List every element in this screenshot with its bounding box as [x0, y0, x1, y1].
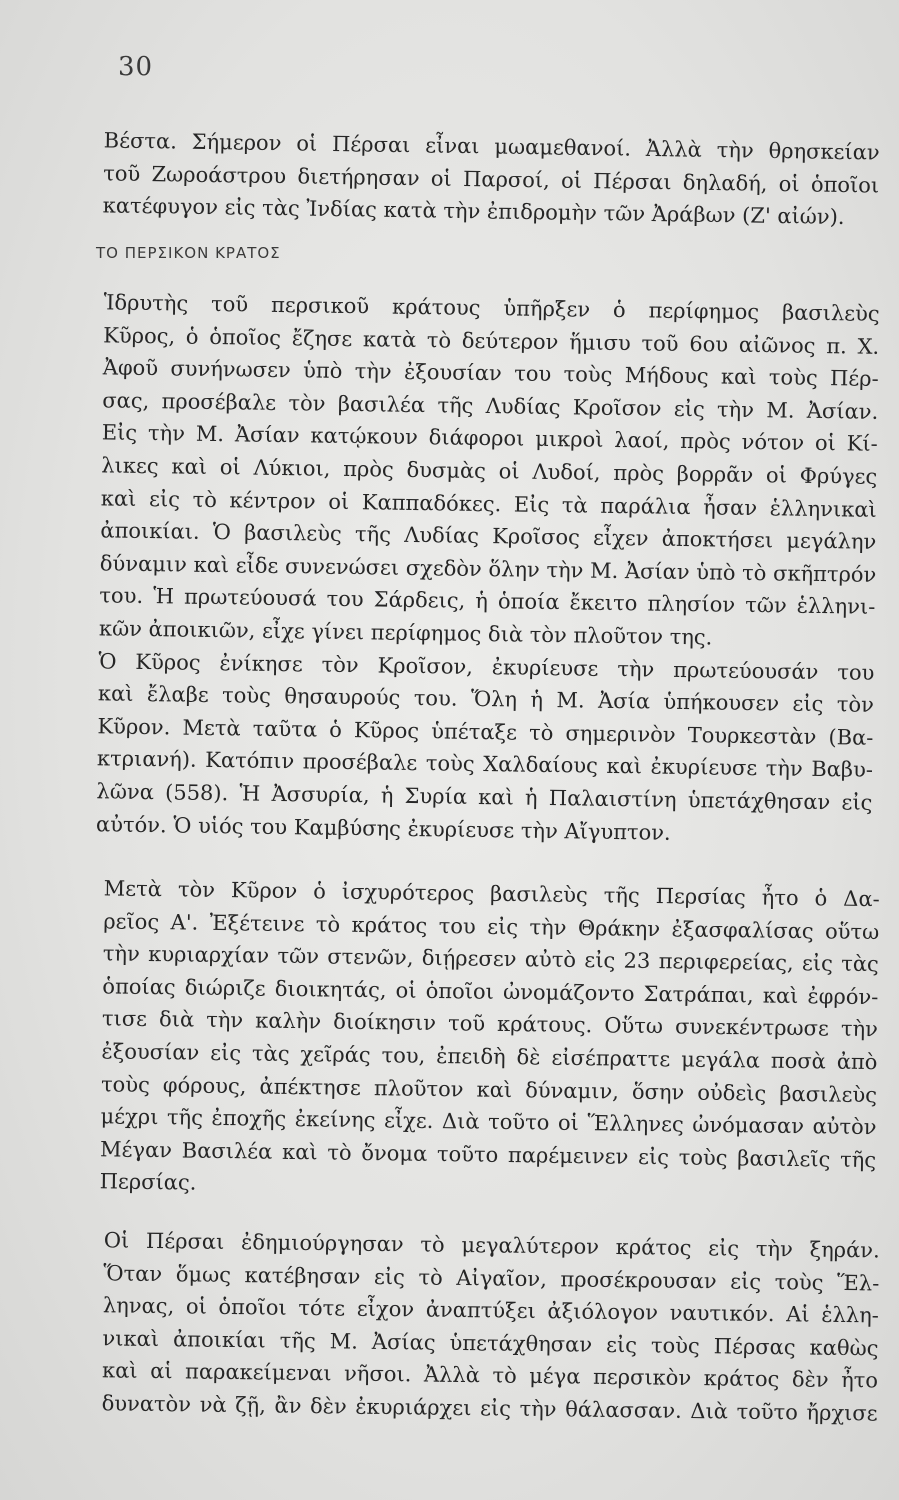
- text-line: καὶ εἰς τὸ κέντρον οἱ Καππαδόκες. Εἰς τὰ παράλια ἦσαν ἑλληνικαὶ: [100, 485, 877, 522]
- text-line: Βέστα. Σήμερον οἱ Πέρσαι εἶναι μωαμεθανοί. Ἀλλὰ τὴν θρησκείαν: [103, 128, 880, 165]
- text-line: Ἱδρυτὴς τοῦ περσικοῦ κράτους ὑπῆρξεν ὁ περίφημος βασιλεὺς: [103, 290, 880, 326]
- text-line: λῶνα (558). Ἡ Ἀσσυρία, ἡ Συρία καὶ ἡ Παλαιστίνη ὑπετάχθησαν εἰς: [96, 779, 873, 815]
- section-heading: ΤΟ ΠΕΡΣΙΚΟΝ ΚΡΑΤΟΣ: [96, 244, 281, 262]
- text-line: καὶ αἱ παρακείμεναι νῆσοι. Ἀλλὰ τὸ μέγα περσικὸν κράτος δὲν ἦτο: [101, 1358, 879, 1393]
- text-line: τοὺς φόρους, ἀπέκτησε πλοῦτον καὶ δύναμιν, ὅσην οὐδεὶς βασιλεὺς: [100, 1071, 878, 1107]
- text-line: σας, προσέβαλε τὸν βασιλέα τῆς Λυδίας Κροῖσον εἰς τὴν Μ. Ἀσίαν.: [102, 388, 879, 424]
- text-line: Κῦρος, ὁ ὁποῖος ἔζησε κατὰ τὸ δεύτερον ἥμισυ τοῦ 6ου αἰῶνος π. Χ.: [103, 322, 880, 359]
- text-line: δυνατὸν νὰ ζῇ, ἂν δὲν ἐκυριάρχει εἰς τὴν θάλασσαν. Διὰ τοῦτο ἤρχισε: [101, 1391, 878, 1426]
- text-line: Ὅταν ὅμως κατέβησαν εἰς τὸ Αἰγαῖον, προσέκρουσαν εἰς τοὺς Ἕλ-: [103, 1260, 880, 1296]
- text-line: κτριανή). Κατόπιν προσέβαλε τοὺς Χαλδαίους καὶ ἐκυρίευσε τὴν Βαβυ-: [96, 746, 874, 783]
- page-number: 30: [118, 52, 154, 82]
- text-line: Περσίας.: [99, 1169, 197, 1195]
- text-line: μέχρι τῆς ἐποχῆς ἐκείνης εἶχε. Διὰ τοῦτο οἱ Ἕλληνες ὠνόμασαν αὐτὸν: [100, 1104, 877, 1140]
- text-line: ἐξουσίαν εἰς τὰς χεῖράς του, ἐπειδὴ δὲ εἰσέπραττε μεγάλα ποσὰ ἀπὸ: [101, 1039, 878, 1075]
- text-line: τὴν κυριαρχίαν τῶν στενῶν, διῄρεσεν αὐτὸ εἰς 23 περιφερείας, εἰς τὰς: [102, 941, 879, 977]
- paragraph-cyrus: [72, 286, 880, 852]
- text-line: καὶ ἔλαβε τοὺς θησαυρούς του. Ὅλη ἡ Μ. Ἀσία ὑπήκουσεν εἰς τὸν: [97, 681, 875, 717]
- text-line: Ἀφοῦ συνήνωσεν ὑπὸ τὴν ἐξουσίαν του τοὺς Μήδους καὶ τοὺς Πέρ-: [102, 355, 879, 392]
- text-line: αὐτόν. Ὁ υἱός του Καμβύσης ἐκυρίευσε τὴν Αἴγυπτον.: [95, 811, 671, 845]
- text-line: ρεῖος Α'. Ἐξέτεινε τὸ κράτος του εἰς τὴν Θράκην ἐξασφαλίσας οὕτω: [103, 908, 880, 944]
- text-line: ὁποίας διώριζε διοικητάς, οἱ ὁποῖοι ὠνομάζοντο Σατράπαι, καὶ ἐφρόν-: [102, 974, 879, 1009]
- text-line: νικαὶ ἀποικίαι τῆς Μ. Ἀσίας ὑπετάχθησαν εἰς τοὺς Πέρσας καθὼς: [102, 1326, 879, 1361]
- text-line: Μέγαν Βασιλέα καὶ τὸ ὄνομα τοῦτο παρέμεινεν εἰς τοὺς βασιλεῖς τῆς: [99, 1137, 877, 1172]
- text-line: ληνας, οἱ ὁποῖοι τότε εἶχον ἀναπτύξει ἀξιόλογον ναυτικόν. Αἱ ἑλλη-: [102, 1293, 880, 1328]
- text-line: τισε διὰ τὴν καλὴν διοίκησιν τοῦ κράτους. Οὕτω συνεκέντρωσε τὴν: [101, 1006, 879, 1042]
- paragraph-vesta: [78, 124, 879, 234]
- text-line: τοῦ Ζωροάστρου διετήρησαν οἱ Παρσοί, οἱ Πέρσαι δηλαδή, οἱ ὁποῖοι: [103, 160, 880, 198]
- text-line: κῶν ἀποικιῶν, εἶχε γίνει περίφημος διὰ τὸν πλοῦτον της.: [98, 616, 713, 650]
- text-line: Μετὰ τὸν Κῦρον ὁ ἰσχυρότερος βασιλεὺς τῆς Περσίας ἦτο ὁ Δα-: [103, 876, 880, 912]
- text-line: ἀποικίαι. Ὁ βασιλεὺς τῆς Λυδίας Κροῖσος εἶχεν ἀποκτήσει μεγάλην: [100, 518, 877, 554]
- paragraph-darius: [75, 872, 879, 1209]
- text-line: δύναμιν καὶ εἶδε συνενώσει σχεδὸν ὅλην τὴν Μ. Ἀσίαν ὑπὸ τὸ σκῆπτρόν: [99, 551, 877, 587]
- text-line: Οἱ Πέρσαι ἐδημιούργησαν τὸ μεγαλύτερον κράτος εἰς τὴν ξηράν.: [103, 1228, 880, 1263]
- text-line: Ὁ Κῦρος ἐνίκησε τὸν Κροῖσον, ἐκυρίευσε τὴν πρωτεύουσάν του: [98, 648, 875, 685]
- text-line: του. Ἡ πρωτεύουσά του Σάρδεις, ἡ ὁποία ἔκειτο πλησίον τῶν ἑλληνι-: [99, 583, 876, 620]
- text-line: κατέφυγον εἰς τὰς Ἰνδίας κατὰ τὴν ἐπιδρομὴν τῶν Ἀράβων (Ζ' αἰών).: [102, 193, 845, 230]
- text-line: λικες καὶ οἱ Λύκιοι, πρὸς δυσμὰς οἱ Λυδοί, πρὸς βορρᾶν οἱ Φρύγες: [101, 453, 878, 489]
- text-line: Εἰς τὴν Μ. Ἀσίαν κατῴκουν διάφοροι μικροὶ λαοί, πρὸς νότον οἱ Κί-: [101, 420, 878, 457]
- text-line: Κῦρον. Μετὰ ταῦτα ὁ Κῦρος ὑπέταξε τὸ σημερινὸν Τουρκεστὰν (Βα-: [97, 714, 874, 750]
- paragraph-sea: [77, 1224, 879, 1430]
